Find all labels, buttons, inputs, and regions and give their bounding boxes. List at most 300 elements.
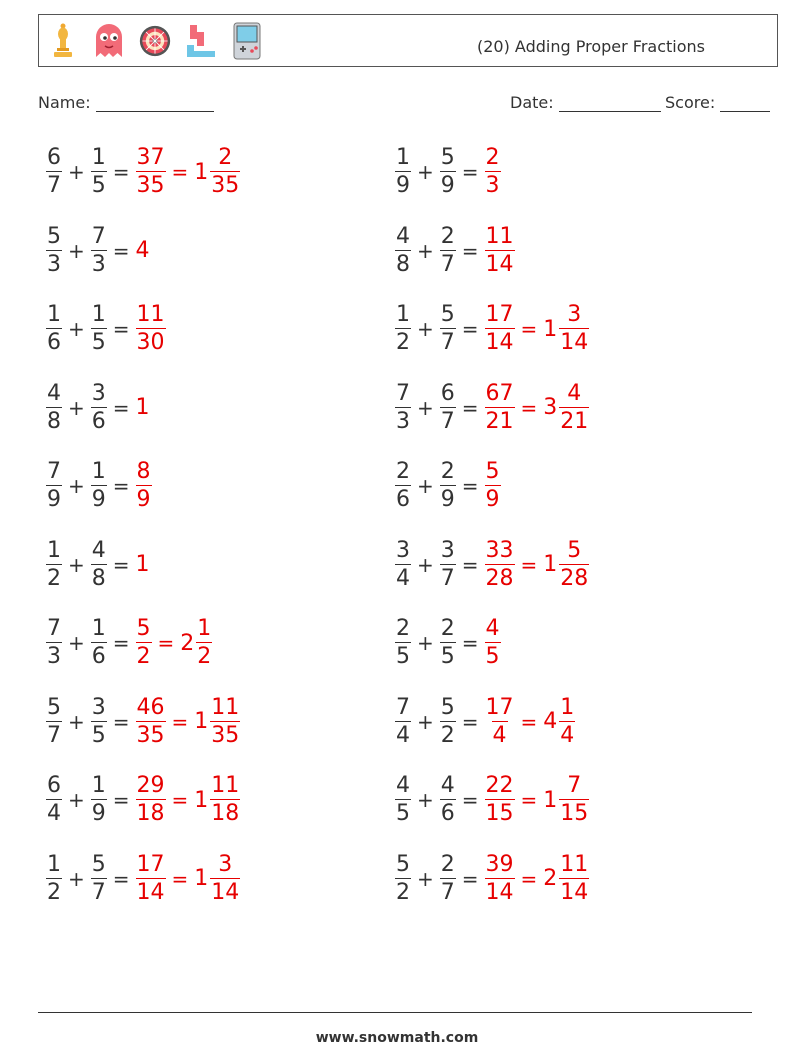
answer-mixed-fraction	[559, 694, 575, 748]
addend-fraction	[46, 223, 62, 277]
equals-sign: =	[461, 709, 479, 734]
addend-fraction-denominator: 7	[440, 408, 455, 434]
problem-row	[395, 380, 589, 436]
answer-mixed-fraction-numerator: 3	[567, 302, 582, 327]
answer-mixed-whole: 1	[194, 787, 209, 813]
addend-fraction	[91, 223, 107, 277]
answer-fraction-denominator: 21	[485, 408, 514, 434]
answer-mixed-fraction-numerator: 7	[567, 773, 582, 798]
answer-fraction-numerator: 11	[485, 223, 514, 249]
problem-row	[46, 615, 212, 671]
addend-fraction-denominator: 9	[440, 173, 455, 198]
addend-fraction	[91, 618, 107, 668]
addend-fraction-denominator: 7	[47, 722, 61, 748]
addend-fraction-numerator: 6	[440, 380, 455, 406]
problem-row	[395, 458, 501, 514]
problem-row	[395, 694, 575, 750]
answer-mixed-whole: 3	[543, 395, 558, 420]
worksheet-header	[38, 14, 778, 67]
answer-equals-sign: =	[520, 866, 538, 891]
addend-fraction	[395, 147, 411, 197]
addend-fraction	[395, 537, 411, 591]
answer-mixed-whole: 1	[543, 787, 558, 813]
addend-fraction-numerator: 1	[47, 851, 61, 877]
answer-mixed-number	[194, 775, 240, 825]
answer-whole-number: 1	[135, 552, 150, 577]
answer-mixed-whole: 1	[194, 709, 209, 734]
addend-fraction-numerator: 2	[440, 223, 455, 249]
problem-row	[395, 772, 589, 828]
answer-mixed-whole: 1	[194, 866, 209, 891]
problem-row	[395, 851, 589, 907]
footer-website: www.snowmath.com	[315, 1030, 479, 1046]
problem-row	[46, 537, 150, 593]
problem-row	[395, 144, 501, 200]
answer-mixed-number	[543, 694, 575, 748]
answer-mixed-number	[194, 851, 240, 905]
equals-sign: =	[461, 866, 479, 891]
addend-fraction	[46, 851, 62, 905]
addend-fraction	[91, 851, 107, 905]
answer-fraction-denominator: 35	[136, 173, 165, 198]
addend-fraction-numerator: 1	[91, 773, 106, 798]
answer-fraction	[485, 694, 515, 748]
problem-row	[46, 223, 150, 279]
answer-fraction-numerator: 17	[136, 851, 165, 877]
plus-sign: +	[68, 788, 85, 812]
answer-mixed-fraction-numerator: 11	[211, 694, 240, 720]
addend-fraction	[46, 461, 62, 511]
addend-fraction-denominator: 8	[396, 251, 410, 277]
equals-sign: =	[112, 395, 130, 420]
addend-fraction	[440, 775, 456, 825]
addend-fraction	[395, 694, 411, 748]
answer-equals-sign: =	[520, 317, 538, 341]
name-label: Name:	[38, 93, 91, 112]
addend-fraction	[395, 304, 411, 354]
ghost-icon	[93, 21, 125, 61]
answer-fraction-denominator: 9	[485, 487, 500, 512]
addend-fraction-denominator: 5	[91, 330, 106, 355]
addend-fraction-denominator: 4	[47, 801, 61, 826]
addend-fraction-denominator: 9	[47, 487, 61, 512]
answer-mixed-fraction	[210, 775, 240, 825]
addend-fraction-numerator: 1	[91, 302, 106, 327]
addend-fraction-denominator: 3	[91, 251, 106, 277]
handheld-game-icon	[231, 21, 263, 61]
addend-fraction-denominator: 6	[440, 801, 455, 826]
answer-mixed-whole: 1	[543, 552, 558, 577]
addend-fraction	[440, 537, 456, 591]
answer-fraction-numerator: 17	[485, 694, 514, 720]
problem-row	[395, 615, 501, 671]
answer-fraction-numerator: 33	[485, 537, 514, 563]
addend-fraction-numerator: 2	[396, 616, 410, 641]
addend-fraction	[440, 618, 456, 668]
answer-fraction-denominator: 5	[485, 644, 500, 669]
answer-fraction-numerator: 39	[485, 851, 514, 877]
equals-sign: =	[112, 474, 130, 498]
answer-mixed-number	[194, 147, 240, 197]
answer-mixed-fraction-numerator: 5	[567, 537, 582, 563]
addend-fraction	[440, 223, 456, 277]
addend-fraction-denominator: 5	[91, 173, 106, 198]
problem-row	[46, 301, 166, 357]
score-blank[interactable]	[720, 93, 770, 112]
equals-sign: =	[112, 160, 130, 184]
answer-fraction-numerator: 29	[136, 773, 165, 798]
answer-fraction-denominator: 2	[136, 644, 151, 669]
addend-fraction-denominator: 9	[440, 487, 455, 512]
answer-fraction-denominator: 35	[136, 722, 165, 748]
score-field	[665, 93, 770, 112]
answer-fraction	[485, 461, 501, 511]
answer-mixed-number	[194, 694, 240, 748]
dartboard-icon	[139, 21, 171, 61]
answer-fraction-numerator: 11	[136, 302, 165, 327]
addend-fraction	[395, 461, 411, 511]
addend-fraction-numerator: 3	[440, 537, 455, 563]
addend-fraction-numerator: 5	[396, 851, 410, 877]
answer-fraction-denominator: 14	[485, 879, 514, 905]
answer-fraction-denominator: 30	[136, 330, 165, 355]
addend-fraction-numerator: 5	[91, 851, 106, 877]
date-blank[interactable]	[559, 93, 661, 112]
addend-fraction	[91, 694, 107, 748]
addend-fraction-numerator: 5	[47, 694, 61, 720]
plus-sign: +	[417, 160, 434, 184]
answer-mixed-fraction-numerator: 2	[218, 145, 233, 170]
answer-mixed-fraction	[210, 147, 240, 197]
answer-mixed-whole: 1	[194, 159, 209, 185]
name-field	[38, 93, 214, 112]
addend-fraction-denominator: 2	[396, 879, 410, 905]
addend-fraction-numerator: 1	[91, 459, 106, 484]
addend-fraction	[91, 461, 107, 511]
date-field	[510, 93, 661, 112]
addend-fraction-denominator: 6	[91, 644, 106, 669]
answer-fraction-denominator: 9	[136, 487, 151, 512]
addend-fraction-denominator: 9	[396, 173, 410, 198]
addend-fraction-numerator: 7	[396, 380, 410, 406]
plus-sign: +	[68, 395, 85, 420]
answer-mixed-fraction-denominator: 28	[560, 565, 589, 591]
plus-sign: +	[68, 474, 85, 498]
addend-fraction-numerator: 1	[47, 537, 61, 563]
answer-mixed-fraction-numerator: 1	[560, 694, 575, 720]
addend-fraction-denominator: 5	[91, 722, 106, 748]
equals-sign: =	[112, 317, 130, 341]
addend-fraction	[395, 851, 411, 905]
problem-row	[46, 694, 240, 750]
answer-fraction-numerator: 67	[485, 380, 514, 406]
addend-fraction-numerator: 1	[396, 302, 410, 327]
answer-fraction-numerator: 5	[136, 616, 151, 641]
plus-sign: +	[68, 866, 85, 891]
addend-fraction	[91, 537, 107, 591]
problem-row	[395, 301, 589, 357]
answer-fraction-denominator: 15	[485, 801, 514, 826]
plus-sign: +	[417, 317, 434, 341]
equals-sign: =	[112, 866, 130, 891]
answer-mixed-number	[543, 851, 589, 905]
addend-fraction-denominator: 8	[47, 408, 61, 434]
answer-mixed-fraction-denominator: 35	[211, 173, 240, 198]
answer-equals-sign: =	[520, 395, 538, 420]
addend-fraction	[395, 380, 411, 434]
answer-mixed-fraction-denominator: 21	[560, 408, 589, 434]
problem-row	[395, 537, 589, 593]
addend-fraction-numerator: 2	[440, 851, 455, 877]
addend-fraction-numerator: 5	[440, 145, 455, 170]
addend-fraction-numerator: 3	[91, 380, 106, 406]
answer-mixed-fraction-denominator: 2	[197, 644, 212, 669]
addend-fraction	[46, 775, 62, 825]
answer-mixed-number	[543, 537, 589, 591]
score-label: Score:	[665, 93, 716, 112]
answer-mixed-fraction-numerator: 1	[197, 616, 212, 641]
addend-fraction-denominator: 2	[47, 879, 61, 905]
addend-fraction	[395, 775, 411, 825]
addend-fraction-denominator: 4	[396, 722, 410, 748]
worksheet-title: (20) Adding Proper Fractions	[477, 37, 705, 56]
answer-mixed-fraction	[210, 851, 240, 905]
answer-mixed-fraction	[559, 304, 589, 354]
addend-fraction	[440, 304, 456, 354]
addend-fraction	[91, 304, 107, 354]
addend-fraction-numerator: 1	[396, 145, 410, 170]
equals-sign: =	[112, 788, 130, 812]
addend-fraction-numerator: 7	[396, 694, 410, 720]
addend-fraction	[440, 851, 456, 905]
answer-mixed-whole: 1	[543, 316, 558, 342]
addend-fraction	[46, 618, 62, 668]
addend-fraction-denominator: 6	[91, 408, 106, 434]
addend-fraction	[395, 618, 411, 668]
addend-fraction	[440, 147, 456, 197]
addend-fraction-numerator: 3	[91, 694, 106, 720]
addend-fraction	[440, 694, 456, 748]
answer-equals-sign: =	[520, 709, 538, 734]
answer-fraction-numerator: 2	[485, 145, 500, 170]
answer-equals-sign: =	[171, 788, 189, 812]
answer-mixed-number	[543, 775, 589, 825]
addend-fraction-denominator: 7	[91, 879, 106, 905]
addend-fraction-denominator: 3	[47, 644, 61, 669]
chess-bishop-icon	[47, 21, 79, 61]
answer-fraction	[136, 775, 166, 825]
answer-mixed-fraction	[210, 694, 240, 748]
answer-fraction-numerator: 46	[136, 694, 165, 720]
problem-row	[46, 772, 240, 828]
answer-mixed-number	[543, 304, 589, 354]
addend-fraction-denominator: 2	[47, 565, 61, 591]
answer-mixed-fraction-denominator: 35	[211, 722, 240, 748]
addend-fraction-denominator: 9	[91, 801, 106, 826]
addend-fraction-denominator: 7	[440, 251, 455, 277]
answer-mixed-fraction-denominator: 14	[560, 330, 589, 355]
answer-mixed-fraction	[196, 618, 212, 668]
addend-fraction-numerator: 3	[396, 537, 410, 563]
addend-fraction-denominator: 7	[440, 330, 455, 355]
addend-fraction-numerator: 1	[91, 145, 106, 170]
addend-fraction-denominator: 2	[440, 722, 455, 748]
addend-fraction-numerator: 4	[440, 773, 455, 798]
answer-fraction	[485, 304, 515, 354]
plus-sign: +	[417, 866, 434, 891]
addend-fraction	[46, 380, 62, 434]
answer-fraction-numerator: 8	[136, 459, 151, 484]
plus-sign: +	[68, 631, 85, 655]
answer-fraction	[136, 461, 152, 511]
plus-sign: +	[417, 552, 434, 577]
addend-fraction-denominator: 8	[91, 565, 106, 591]
addend-fraction-numerator: 2	[440, 616, 455, 641]
equals-sign: =	[461, 788, 479, 812]
answer-mixed-fraction-numerator: 11	[211, 773, 240, 798]
addend-fraction-denominator: 5	[396, 801, 410, 826]
plus-sign: +	[68, 238, 85, 263]
plus-sign: +	[417, 788, 434, 812]
addend-fraction	[91, 380, 107, 434]
answer-equals-sign: =	[171, 160, 189, 184]
answer-fraction-denominator: 28	[485, 565, 514, 591]
addend-fraction	[46, 537, 62, 591]
header-icons	[47, 21, 263, 61]
addend-fraction-numerator: 4	[91, 537, 106, 563]
answer-fraction	[485, 223, 515, 277]
answer-mixed-number	[180, 618, 212, 668]
addend-fraction	[91, 147, 107, 197]
answer-equals-sign: =	[171, 866, 189, 891]
answer-fraction-denominator: 14	[485, 251, 514, 277]
answer-fraction-denominator: 4	[492, 722, 507, 748]
addend-fraction	[91, 775, 107, 825]
answer-fraction	[136, 694, 166, 748]
problem-row	[46, 851, 240, 907]
addend-fraction-denominator: 7	[440, 565, 455, 591]
plus-sign: +	[68, 160, 85, 184]
plus-sign: +	[68, 552, 85, 577]
answer-fraction	[136, 851, 166, 905]
addend-fraction-numerator: 5	[440, 694, 455, 720]
answer-fraction-numerator: 22	[485, 773, 514, 798]
addend-fraction-numerator: 6	[47, 773, 61, 798]
answer-mixed-whole: 2	[543, 866, 558, 891]
addend-fraction-numerator: 1	[47, 302, 61, 327]
name-blank[interactable]	[96, 93, 214, 112]
addend-fraction-denominator: 9	[91, 487, 106, 512]
addend-fraction	[46, 304, 62, 354]
answer-equals-sign: =	[520, 788, 538, 812]
answer-fraction	[485, 380, 515, 434]
answer-mixed-whole: 4	[543, 709, 558, 734]
answer-mixed-number	[543, 380, 589, 434]
answer-mixed-fraction-numerator: 4	[567, 380, 582, 406]
answer-fraction-denominator: 3	[485, 173, 500, 198]
addend-fraction-numerator: 4	[396, 773, 410, 798]
addend-fraction-denominator: 3	[396, 408, 410, 434]
addend-fraction-numerator: 5	[440, 302, 455, 327]
addend-fraction	[395, 223, 411, 277]
answer-mixed-fraction	[559, 537, 589, 591]
answer-fraction	[485, 775, 515, 825]
addend-fraction-denominator: 6	[396, 487, 410, 512]
addend-fraction-numerator: 2	[396, 459, 410, 484]
addend-fraction-numerator: 7	[47, 459, 61, 484]
problem-row	[46, 458, 152, 514]
plus-sign: +	[68, 709, 85, 734]
answer-mixed-fraction	[559, 775, 589, 825]
answer-fraction-denominator: 14	[136, 879, 165, 905]
equals-sign: =	[461, 631, 479, 655]
answer-fraction-numerator: 17	[485, 302, 514, 327]
equals-sign: =	[461, 317, 479, 341]
answer-fraction-denominator: 14	[485, 330, 514, 355]
answer-mixed-fraction-denominator: 18	[211, 801, 240, 826]
answer-fraction-numerator: 4	[485, 616, 500, 641]
tetris-blocks-icon	[185, 21, 217, 61]
answer-mixed-fraction-numerator: 11	[560, 851, 589, 877]
plus-sign: +	[68, 317, 85, 341]
addend-fraction-denominator: 6	[47, 330, 61, 355]
addend-fraction	[46, 147, 62, 197]
addend-fraction	[46, 694, 62, 748]
answer-fraction	[136, 147, 166, 197]
addend-fraction-numerator: 2	[440, 459, 455, 484]
answer-fraction	[485, 147, 501, 197]
plus-sign: +	[417, 238, 434, 263]
answer-mixed-fraction-numerator: 3	[218, 851, 233, 877]
answer-mixed-whole: 2	[180, 630, 195, 656]
addend-fraction-denominator: 7	[440, 879, 455, 905]
addend-fraction-numerator: 7	[91, 223, 106, 249]
answer-whole-number: 1	[135, 395, 150, 420]
addend-fraction-numerator: 4	[396, 223, 410, 249]
plus-sign: +	[417, 709, 434, 734]
footer-divider	[38, 1012, 752, 1013]
addend-fraction-denominator: 5	[396, 644, 410, 669]
answer-fraction-denominator: 18	[136, 801, 165, 826]
problem-row	[395, 223, 515, 279]
answer-mixed-fraction-denominator: 14	[560, 879, 589, 905]
addend-fraction-denominator: 4	[396, 565, 410, 591]
plus-sign: +	[417, 631, 434, 655]
addend-fraction-denominator: 7	[47, 173, 61, 198]
answer-mixed-fraction-denominator: 4	[560, 722, 575, 748]
answer-fraction-numerator: 37	[136, 145, 165, 170]
answer-equals-sign: =	[520, 552, 538, 577]
addend-fraction-numerator: 1	[91, 616, 106, 641]
addend-fraction-numerator: 7	[47, 616, 61, 641]
answer-fraction	[136, 618, 152, 668]
addend-fraction	[440, 461, 456, 511]
date-label: Date:	[510, 93, 554, 112]
answer-fraction	[136, 304, 166, 354]
equals-sign: =	[112, 238, 130, 263]
addend-fraction-numerator: 5	[47, 223, 61, 249]
plus-sign: +	[417, 474, 434, 498]
problem-row	[46, 144, 240, 200]
plus-sign: +	[417, 395, 434, 420]
equals-sign: =	[461, 395, 479, 420]
addend-fraction	[440, 380, 456, 434]
equals-sign: =	[112, 709, 130, 734]
equals-sign: =	[461, 238, 479, 263]
equals-sign: =	[112, 552, 130, 577]
problem-row	[46, 380, 150, 436]
answer-fraction-numerator: 5	[485, 459, 500, 484]
